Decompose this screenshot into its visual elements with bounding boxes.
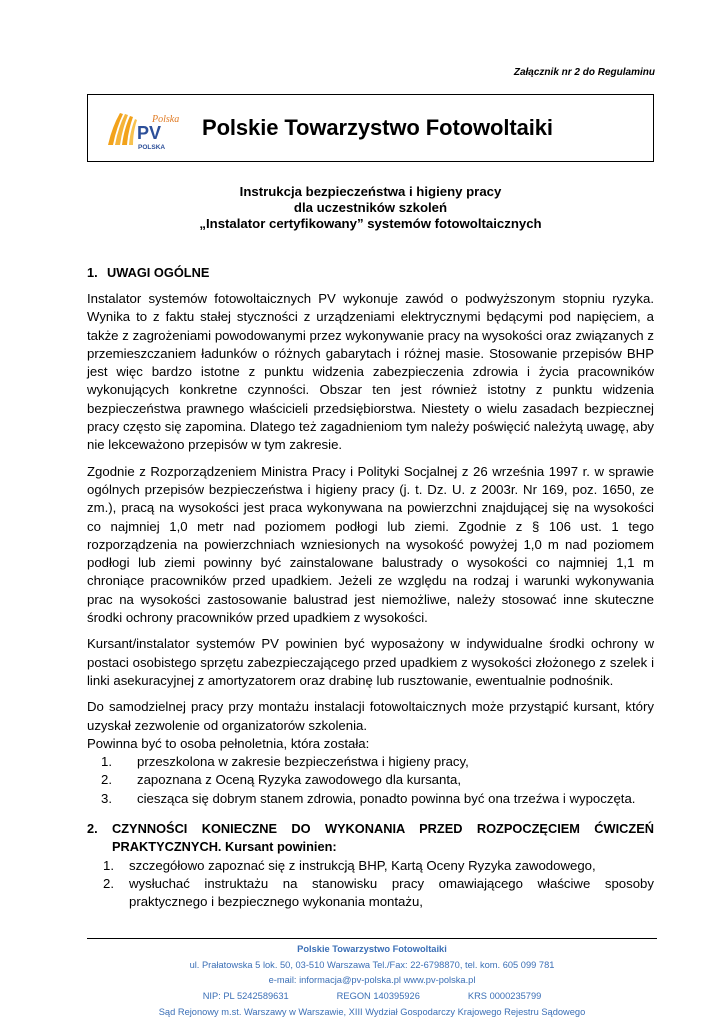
list-item: 1. przeszkolona w zakresie bezpieczeństwa i higieny pracy, — [101, 754, 469, 770]
actions-list — [87, 857, 654, 912]
title-line-2: dla uczestników szkoleń — [293, 200, 448, 215]
footer-regon: REGON 140395926 — [336, 991, 420, 1002]
paragraph: Kursant/instalator systemów PV powinien być wyposażony w indywidualne środki ochrony w postaci osobistego sprzętu zabezpieczającego przed upadkiem z wysokości złożonego z szelek i linki asekuracyjnej z amortyzatorem oraz drabinę lub rusztowanie, ewentualnie podnośnik. — [87, 636, 654, 688]
sun-rays-icon — [108, 113, 137, 145]
footer-address: ul. Prałatowska 5 lok. 50, 03-510 Warszawa Tel./Fax: 22-6798870, tel. kom. 605 099 781 — [189, 959, 555, 970]
document-body — [87, 264, 654, 912]
document-title — [87, 184, 654, 232]
footer-nip: NIP: PL 5242589631 — [202, 991, 289, 1002]
organization-name: Polskie Towarzystwo Fotowoltaiki — [202, 115, 553, 140]
annex-label: Załącznik nr 2 do Regulaminu — [513, 67, 655, 78]
requirements-list — [87, 753, 654, 808]
svg-text:POLSKA: POLSKA — [138, 144, 166, 151]
section-title: CZYNNOŚCI KONIECZNE DO WYKONANIA PRZED ROZPOCZĘCIEM ĆWICZEŃ PRAKTYCZNYCH. Kursant powinien: — [112, 821, 654, 855]
paragraph: Zgodnie z Rozporządzeniem Ministra Pracy i Polityki Socjalnej z 26 września 1997 r. w sprawie ogólnych przepisów bezpieczeństwa i higieny pracy (j. t. Dz. U. z 2003r. Nr 169, poz. 1650, ze zm.), pracą na wysokości jest praca wykonywana na powierzchni znajdującej się na wysokości co najmniej 1,0 metr nad poziomem podłogi lub ziemi. Zgodnie z § 106 ust. 1 tego rozporządzenia na powierzchniach wzniesionych na wysokość powyżej 1,0 m nad poziomem podłogi lub ziemi powinny być zainstalowane balustrady o wysokości co najmniej 1,1 m chroniące pracowników przed upadkiem. Jeżeli ze względu na rodzaj i warunki wykonywania prac na wysokości zastosowanie balustrad jest niemożliwe, należy stosować inne skuteczne środki ochrony pracowników przed upadkiem z wysokości. — [87, 463, 654, 626]
section-2-heading — [87, 820, 654, 857]
list-item: 2. zapoznana z Oceną Ryzyka zawodowego dla kursanta, — [101, 772, 462, 788]
paragraph: Instalator systemów fotowoltaicznych PV wykonuje zawód o podwyższonym stopniu ryzyka. Wynika to z faktu stałej styczności z urządzeniami elektrycznymi będącymi pod napięciem, a także z zagrożeniami powodowanymi przez wykonywanie pracy na wysokości oraz związanych z przemieszczaniem ładunków o różnych gabarytach i różnej masie. Stosowanie przepisów BHP jest więc bardzo istotne z punktu widzenia zabezpieczenia zdrowia i życia pracowników wykonujących konkretne czynności. Obszar ten jest również istotny z punktu widzenia bezpieczeństwa prawnego właścicieli przedsiębiorstwa. Niestety o wielu zasadach bezpiecznej pracy często się zapomina. Dlatego też zagadnieniom tym należy poświęcić należytą uwagę, aby nie lekceważono przepisów w tym zakresie. — [87, 291, 654, 453]
list-item: 1. szczegółowo zapoznać się z instrukcją BHP, Kartą Oceny Ryzyka zawodowego, — [103, 857, 596, 873]
footer-registration — [87, 989, 657, 1005]
letterhead — [87, 94, 654, 162]
footer-contact: e-mail: informacja@pv-polska.pl www.pv-polska.pl — [268, 975, 476, 986]
paragraph: Powinna być to osoba pełnoletnia, która została: — [87, 735, 370, 751]
title-line-3: „Instalator certyfikowany” systemów fotowoltaicznych — [199, 216, 542, 231]
footer-divider — [87, 938, 657, 939]
list-item: 2. wysłuchać instruktażu na stanowisku pracy omawiającego właściwe sposoby praktycznego i bezpiecznego wykonania montażu, — [103, 875, 654, 910]
footer-court: Sąd Rejonowy m.st. Warszawy w Warszawie, XIII Wydział Gospodarczy Krajowego Rejestru Sądowego — [158, 1006, 586, 1017]
svg-text:PV: PV — [137, 123, 162, 143]
section-number: 1. — [87, 265, 98, 280]
footer-krs: KRS 0000235799 — [467, 991, 542, 1002]
title-line-1: Instrukcja bezpieczeństwa i higieny pracy — [239, 184, 502, 199]
paragraph: Do samodzielnej pracy przy montażu instalacji fotowoltaicznych może przystąpić kursant, który uzyskał zezwolenie od organizatorów szkolenia. — [87, 699, 654, 733]
section-1-heading — [87, 264, 654, 282]
list-item: 3. ciesząca się dobrym stanem zdrowia, ponadto powinna być ona trzeźwa i wypoczęta. — [101, 790, 636, 806]
footer-org-name: Polskie Towarzystwo Fotowoltaiki — [297, 944, 447, 954]
section-number: 2. — [87, 821, 98, 837]
section-title: UWAGI OGÓLNE — [107, 265, 210, 280]
svg-text:Polska: Polska — [152, 114, 180, 125]
footer — [87, 942, 657, 1021]
pv-polska-logo — [106, 109, 180, 153]
